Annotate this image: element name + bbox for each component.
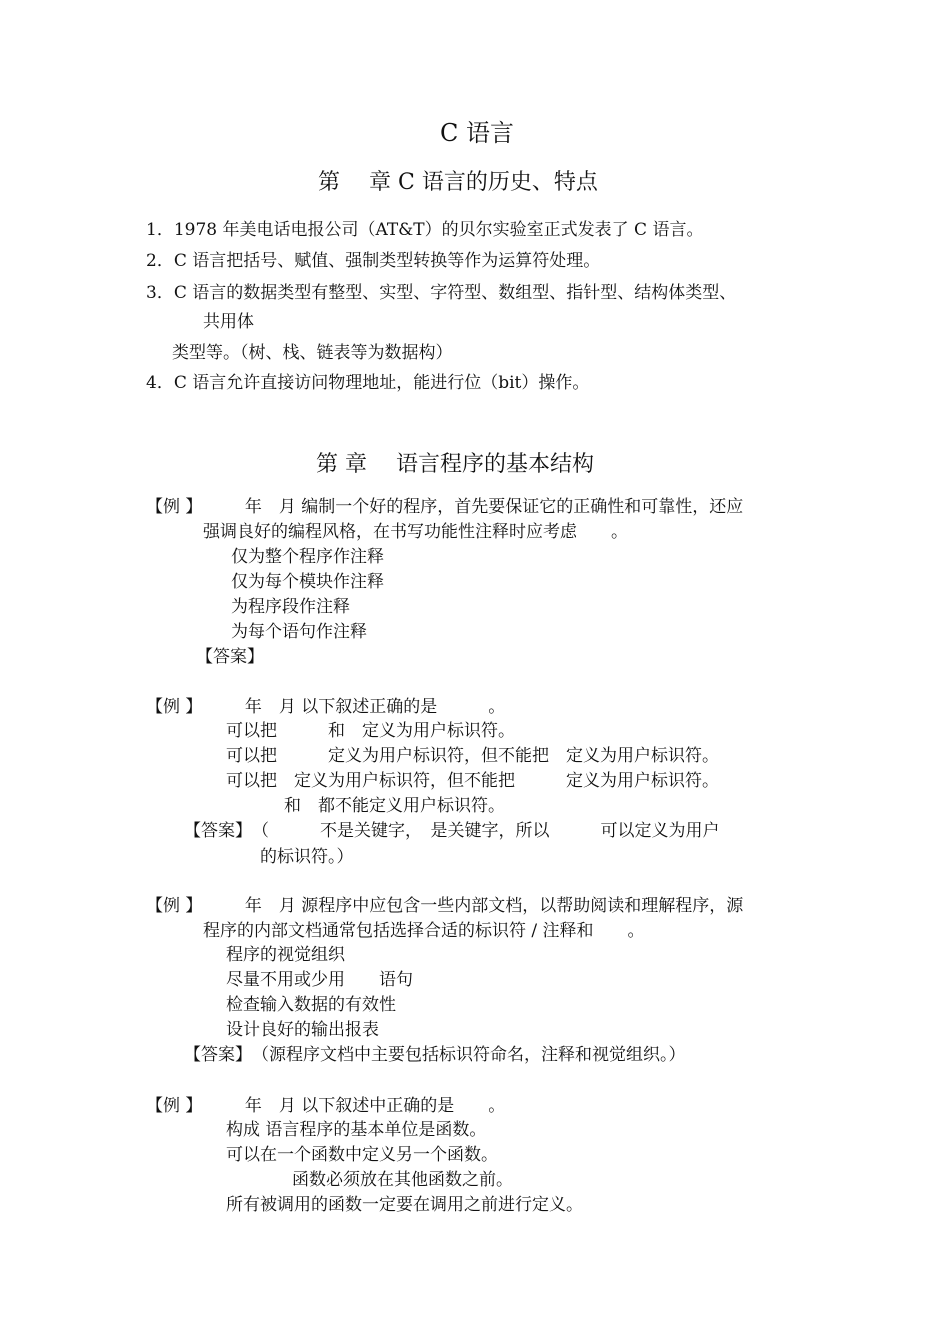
ex3-option-a: 程序的视觉组织 [226,945,345,965]
ex1-answer: 【答案】 [196,647,264,667]
ex3-question-line2: 程序的内部文档通常包括选择合适的标识符 / 注释和 。 [203,921,645,941]
document-title: C 语言 [440,119,514,147]
ex1-option-d: 为每个语句作注释 [231,622,367,642]
ch1-item-3-cont2: 类型等。（树、栈、链表等为数据构） [172,343,453,363]
ex2-option-b: 可以把 定义为用户标识符，但不能把 定义为用户标识符。 [226,746,719,766]
ch1-item-1: 1．1978 年美电话电报公司（AT&T）的贝尔实验室正式发表了 C 语言。 [146,220,704,240]
ex1-question-line2: 强调良好的编程风格，在书写功能性注释时应考虑 。 [203,522,628,542]
ex1-option-b: 仅为每个模块作注释 [231,572,384,592]
ex2-option-d: 和 都不能定义用户标识符。 [284,796,505,816]
ex2-answer-line1: 【答案】 （ 不是关键字， 是关键字，所以 可以定义为用户 [184,821,720,841]
ch1-item-4: 4．C 语言允许直接访问物理地址，能进行位（bit）操作。 [146,373,590,393]
ex4-option-c: 函数必须放在其他函数之前。 [292,1170,513,1190]
ex2-answer-line2: 的标识符。） [260,847,354,867]
ex3-question-line1: 【例 】 年 月 源程序中应包含一些内部文档，以帮助阅读和理解程序，源 [146,896,744,916]
ex3-option-b: 尽量不用或少用 语句 [226,970,413,990]
ch1-item-2: 2．C 语言把括号、赋值、强制类型转换等作为运算符处理。 [146,251,601,271]
ch1-item-3-cont: 共用体 [203,312,254,332]
ex4-question: 【例 】 年 月 以下叙述中正确的是 。 [146,1096,506,1116]
ex3-option-c: 检查输入数据的有效性 [226,995,396,1015]
ex4-option-d: 所有被调用的函数一定要在调用之前进行定义。 [226,1195,583,1215]
ch1-item-3: 3．C 语言的数据类型有整型、实型、字符型、数组型、指针型、结构体类型、 [146,283,737,303]
ex4-option-b: 可以在一个函数中定义另一个函数。 [226,1145,498,1165]
ex4-option-a: 构成 语言程序的基本单位是函数。 [226,1120,487,1140]
chapter-2-heading: 第 章 语言程序的基本结构 [316,452,594,477]
ex1-question-line1: 【例 】 年 月 编制一个好的程序，首先要保证它的正确性和可靠性，还应 [146,497,744,517]
ex2-option-c: 可以把 定义为用户标识符，但不能把 定义为用户标识符。 [226,771,719,791]
ex1-option-a: 仅为整个程序作注释 [231,547,384,567]
ex3-option-d: 设计良好的输出报表 [226,1020,379,1040]
chapter-1-heading: 第 章 C 语言的历史、特点 [318,170,598,195]
ex2-question: 【例 】 年 月 以下叙述正确的是 。 [146,697,506,717]
ex2-option-a: 可以把 和 定义为用户标识符。 [226,721,515,741]
ex1-option-c: 为程序段作注释 [231,597,350,617]
ex3-answer: 【答案】 （源程序文档中主要包括标识符命名，注释和视觉组织。） [184,1045,686,1065]
